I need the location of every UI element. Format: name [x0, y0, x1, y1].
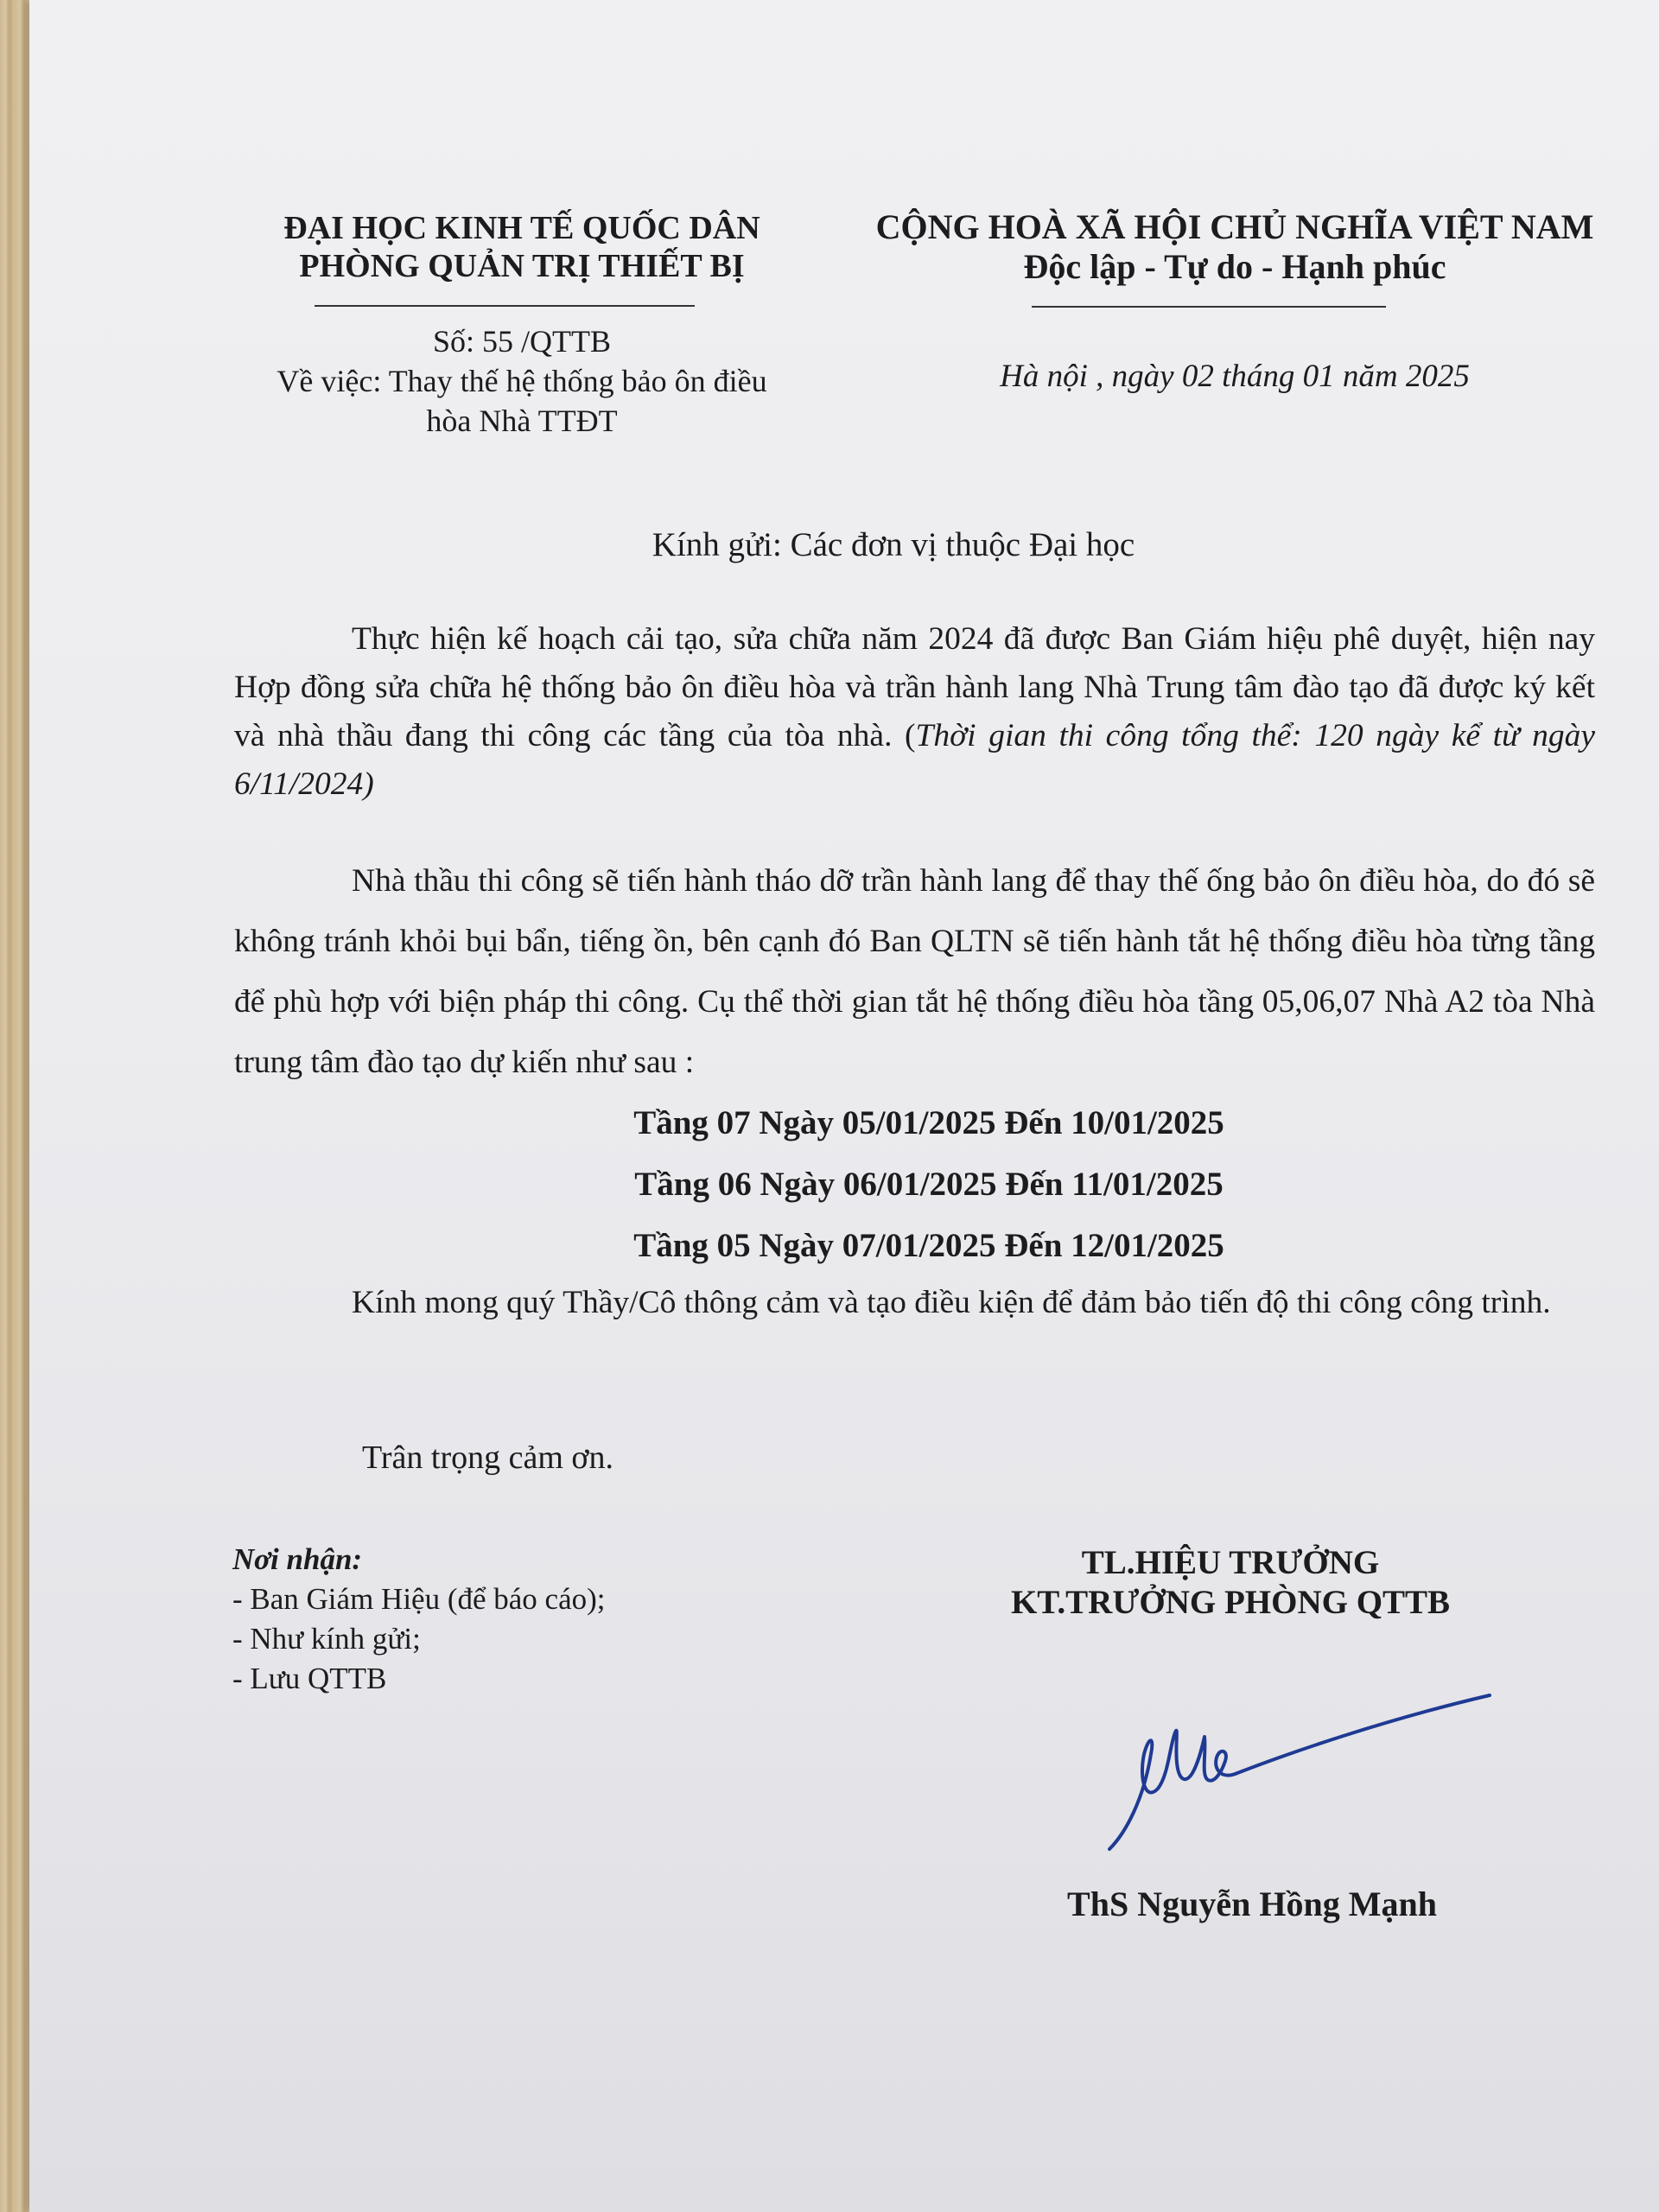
national-motto: Độc lập - Tự do - Hạnh phúc — [1023, 247, 1446, 286]
document-subject — [211, 361, 833, 441]
paragraph-1-italic: Thời gian thi công tổng thể: 120 ngày kể từ ngày 6/11/2024) — [234, 718, 1595, 802]
department-name: PHÒNG QUẢN TRỊ THIẾT BỊ — [299, 248, 745, 284]
recipients-list — [232, 1540, 606, 1699]
subject-line-1: Về việc: Thay thế hệ thống bảo ôn điều — [276, 364, 767, 398]
university-name: ĐẠI HỌC KINH TẾ QUỐC DÂN — [283, 210, 760, 246]
paragraph-1 — [234, 615, 1595, 809]
recipient-item: - Ban Giám Hiệu (để báo cáo); — [232, 1582, 606, 1616]
recipients-title: Nơi nhận: — [232, 1542, 363, 1576]
recipient-item: - Như kính gửi; — [232, 1622, 421, 1656]
country-name: CỘNG HOÀ XÃ HỘI CHỦ NGHĨA VIỆT NAM — [875, 207, 1594, 246]
signer-name: ThS Nguyễn Hồng Mạnh — [1067, 1885, 1437, 1923]
signature-title-2: KT.TRƯỞNG PHÒNG QTTB — [1010, 1584, 1451, 1621]
schedule-item: Tầng 06 Ngày 06/01/2025 Đến 11/01/2025 — [634, 1166, 1224, 1203]
recipient-item: - Lưu QTTB — [232, 1662, 387, 1695]
shutdown-schedule — [202, 1092, 1656, 1276]
paragraph-3: Kính mong quý Thầy/Cô thông cảm và tạo điều kiện để đảm bảo tiến độ thi công công trình. — [352, 1285, 1551, 1320]
closing-line: Trân trọng cảm ơn. — [362, 1440, 613, 1476]
issuer-header — [211, 209, 833, 285]
addressee: Kính gửi: Các đơn vị thuộc Đại học — [652, 526, 1135, 563]
schedule-item: Tầng 05 Ngày 07/01/2025 Đến 12/01/2025 — [633, 1227, 1224, 1264]
document-number: Số: 55 /QTTB — [432, 324, 611, 359]
paragraph-1-main: Thực hiện kế hoạch cải tạo, sửa chữa năm 2024 đã được Ban Giám hiệu phê duyệt, hiện nay Hợp đồng sửa chữa hệ thống bảo ôn điều hòa và trần hành lang Nhà Trung tâm đào tạo đã được ký kết và nhà thầu đang thi công các tầng của tòa nhà. ( — [234, 621, 1595, 753]
motto-underline — [1032, 306, 1386, 308]
signature-title-block — [928, 1543, 1533, 1623]
schedule-item: Tầng 07 Ngày 05/01/2025 Đến 10/01/2025 — [633, 1104, 1224, 1141]
paragraph-2: Nhà thầu thi công sẽ tiến hành tháo dỡ trần hành lang để thay thế ống bảo ôn điều hòa, do đó sẽ không tránh khỏi bụi bẩn, tiếng ồn, bên cạnh đó Ban QLTN sẽ tiến hành tắt hệ thống điều hòa từng tầng để phù hợp với biện pháp thi công. Cụ thể thời gian tắt hệ thống điều hòa tầng 05,06,07 Nhà A2 tòa Nhà trung tâm đào tạo dự kiến như sau : — [234, 863, 1595, 1080]
handwritten-signature — [1092, 1694, 1498, 1858]
document-page — [29, 0, 1659, 2212]
subject-line-2: hòa Nhà TTĐT — [426, 404, 618, 438]
issuer-underline — [315, 305, 695, 307]
signature-title-1: TL.HIỆU TRƯỞNG — [1081, 1544, 1380, 1581]
national-header — [872, 207, 1598, 287]
document-date: Hà nội , ngày 02 tháng 01 năm 2025 — [1000, 359, 1470, 394]
